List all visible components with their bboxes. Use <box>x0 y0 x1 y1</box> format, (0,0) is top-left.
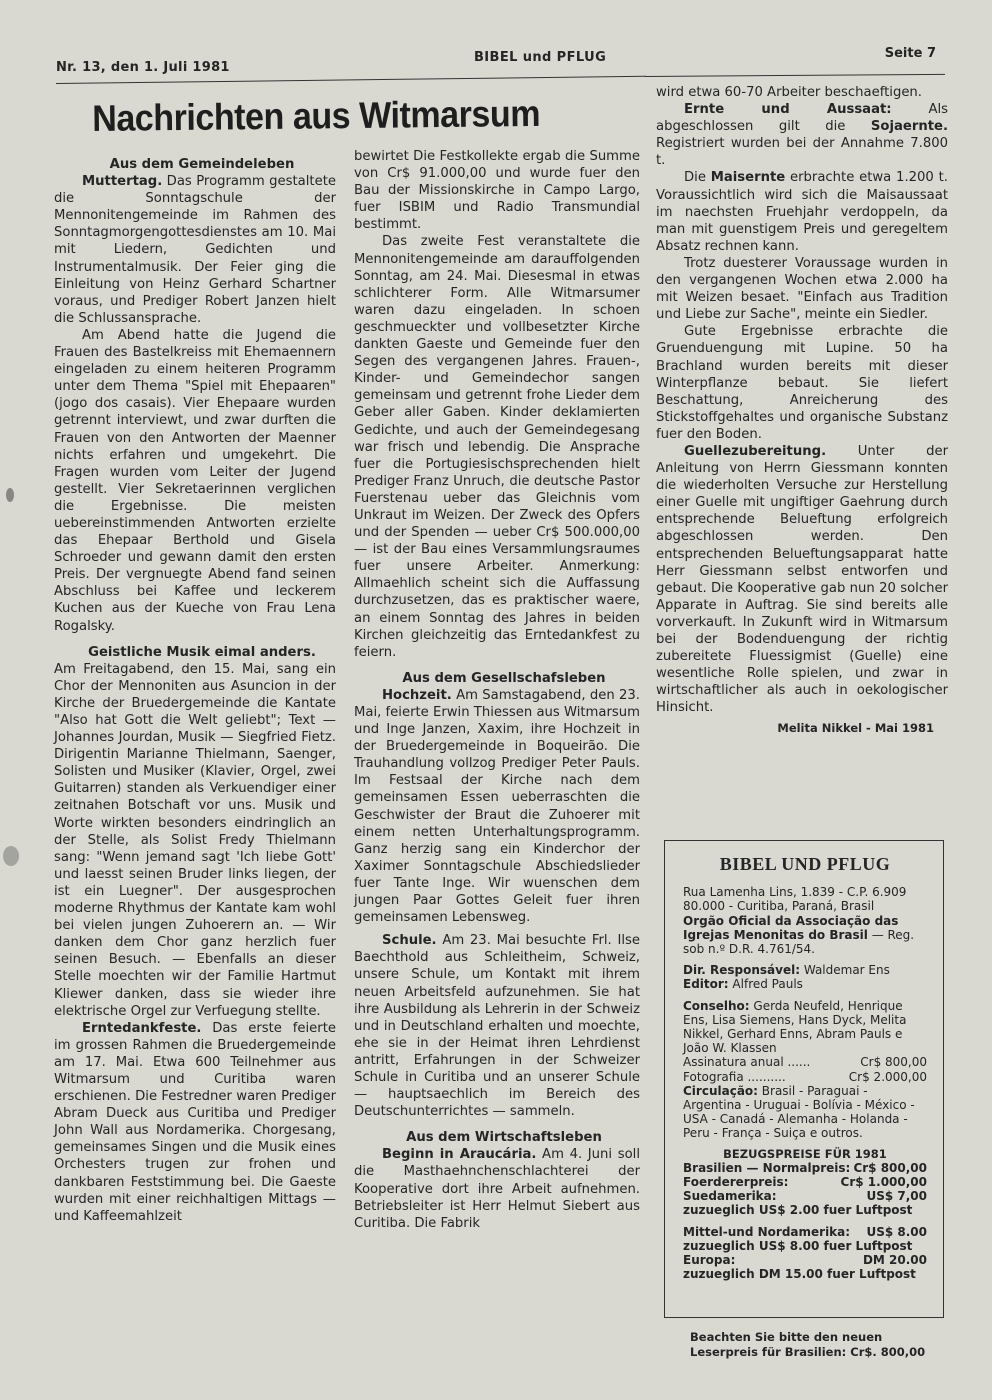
article-schule: Schule. Am 23. Mai besuchte Frl. Ilse Baechthold aus Schleitheim, Schweiz, unsere Schule, um Kontakt mit ihrem neuen Arbeitsfeld aufzunehmen. Sie hat ihre Ausbildung als Lehrerin in der Schweiz und in Deutschland erhalten und moechte, ehe sie in der Heimat ihren Lehrdienst antritt, Erfahrungen in der Schweizer Schule in Curitiba und an unserer Schule — hauptsaechlich im Bereich des Deutschunterrichtes — sammeln. <box>354 933 640 1120</box>
article-paragraph: bewirtet Die Festkollekte ergab die Summe von Cr$ 91.000,00 und wurde fuer den Bau der Missionskirche in Campo Largo, fuer ISBIM und Radio Transmundial bestimmt. <box>354 149 640 233</box>
airmail-note: zuzueglich US$ 2.00 fuer Luftpost <box>683 1203 913 1218</box>
price-notice: Beachten Sie bitte den neuen Leserpreis für Brasilien: Cr$. 800,00 <box>690 1330 926 1359</box>
article-mais: Die Maisernte erbrachte etwa 1.200 t. Voraussichtlich wird sich die Maisaussaat im naechsten Fruehjahr verdoppeln, da man mit guenstigem Preis und geregeltem Absatz rechnen kann. <box>656 170 948 254</box>
director: Dir. Responsável: Waldemar Ens <box>683 963 890 978</box>
airmail-note: zuzueglich DM 15.00 fuer Luftpost <box>683 1267 916 1282</box>
page-header <box>56 46 944 86</box>
masthead-box <box>664 840 944 1318</box>
article-paragraph: Am Abend hatte die Jugend die Frauen des Bastelkreiss mit Ehemaennern eingeladen zu einem heiteren Programm unter dem Thema "Spiel mit Ehepaaren" (jogo dos casais). Vier Ehepaare wurden getrennt interviewt, und zwar durften die Frauen von den Antworten der Maenner nichts erfahren und umgekehrt. Die Fragen wurden vom Leiter der Jugend gestellt. Vier Sekretaerinnen verglichen die Ergebnisse. Die meisten uebereinstimmenden Antworten erzielte das Ehepaar Berthold und Gisela Schroeder und gewann damit den ersten Preis. Der vergnuegte Abend fand seinen Abschluss bei Kaffee und leckerem Kuchen aus der Kueche von Frau Lena Rogalsky. <box>54 327 336 634</box>
address-line: 80.000 - Curitiba, Paraná, Brasil <box>683 899 875 914</box>
article-paragraph: Trotz duesterer Voraussage wurden in den vergangenen Wochen etwa 2.000 ha mit Weizen besaet. "Einfach aus Tradition und Liebe zur Sache", meinte ein Siedler. <box>656 255 948 323</box>
issue-date: Nr. 13, den 1. Juli 1981 <box>56 60 230 75</box>
airmail-note: zuzueglich US$ 8.00 fuer Luftpost <box>683 1238 913 1253</box>
price-europa: Europa: DM 20.00 <box>683 1253 927 1268</box>
page-number: Seite 7 <box>884 46 936 61</box>
circulation: Circulação: Brasil - Paraguai - Argentina - Uruguai - Bolívia - México - USA - Canadá - Alemanha - Holanda - Peru - França - Suiça e outros. <box>683 1083 915 1141</box>
section-heading: Aus dem Wirtschaftsleben <box>406 1130 602 1146</box>
article-erntedank: Erntedankfeste. Das erste feierte im grossen Rahmen die Bruedergemeinde am 17. Mai. Etwa 600 Teilnehmer aus Witmarsum und Curitiba waren erschienen. Die Festredner waren Prediger Abram Dueck aus Curitiba und Prediger John Wall aus Nordamerika. Chorgesang, gemeinsames Singen und die Musik eines Orchesters trugen zur frohen und dankbaren Feststimmung bei. Die Gaeste wurden mit einer reichhaltigen Mittags — und Kaffeemahlzeit <box>54 1020 336 1224</box>
article-hochzeit: Hochzeit. Am Samstagabend, den 23. Mai, feierte Erwin Thiessen aus Witmarsum und Inge Janzen, Xaxim, ihre Hochzeit in der Bruedergemeinde in Boqueirão. Die Trauhandlung vollzog Prediger Peter Pauls. Im Festsaal der Kirche nach dem gemeinsamen Essen ueberraschten die Geschwister der Braut die Zuhoerer mit einem netten Unterhaltungsprogramm. Ganz herzig sang ein Kinderchor der Xaximer Sonntagschule Abschiedslieder fuer Tante Inge. Wir wuenschen dem jungen Paar Gottes Geleit fuer ihren gemeinsamen Lebensweg. <box>354 687 640 926</box>
article-paragraph: Gute Ergebnisse erbrachte die Gruenduengung mit Lupine. 50 ha Brachland wurden bereits mit dieser Winterpflanze bebaut. Sie liefert Beschattung, Anreicherung des Stickstoffgehaltes und organische Substanz fuer den Boden. <box>656 324 948 442</box>
price-nordamerika: Mittel-und Nordamerika: US$ 8.00 <box>683 1224 927 1239</box>
photo-row: Fotografia .......... Cr$ 2.000,00 <box>683 1069 927 1084</box>
editor: Editor: Alfred Pauls <box>683 977 803 992</box>
article-paragraph: Am Freitagabend, den 15. Mai, sang ein Chor der Mennoniten aus Asuncion in der Kirche der Bruedergemeinde die Kantate "Also hat Gott die Welt geliebt"; Text — Johannes Jourdan, Musik — Siegfried Fietz. Dirigentin Marianne Thielmann, Saenger, Solisten und Musiker (Klavier, Orgel, zwei Guitarren) standen als Verkuendiger einer zeitnahen Botschaft vor uns. Musik und Worte wirkten besonders eindringlich an der Stelle, als Solist Fredy Thielmann sang: "Wenn jemand sagt 'Ich liebe Gott' und laesst seinen Bruder links liegen, der ist ein Luegner". Der ausgesprochen moderne Rhythmus der Kantate kam wohl bei vielen jungen Zuhoerern an. — Wir danken dem Chor ganz herzlich fuer seinen Besuch. — Ebenfalls an dieser Stelle moechten wir der Familie Hartmut Kliewer danken, dass sie wieder ihre elektrische Orgel zur Verfuegung stellte. <box>54 661 336 1019</box>
article-heading: Geistliche Musik eimal anders. <box>88 644 316 660</box>
official-organ: Orgão Oficial da Associação das Igrejas Menonitas do Brasil — Reg. sob n.º D.R. 4.761/54. <box>683 913 915 957</box>
page-title: Nachrichten aus Witmarsum <box>92 92 541 139</box>
section-heading: Aus dem Gemeindeleben <box>109 157 295 172</box>
masthead-title: BIBEL UND PFLUG <box>719 854 891 874</box>
article-paragraph: wird etwa 60-70 Arbeiter beschaeftigen. <box>656 85 922 100</box>
article-muttertag: Muttertag. Das Programm gestaltete die Sonntagschule der Mennonitengemeinde im Rahmen des Sonntagmorgengottesdienstes am 10. Mai mit Liedern, Gedichten und Instrumentalmusik. Der Feier ging die Einleitung von Heinz Gerhard Schartner voraus, und Prediger Robert Janzen hielt die Schlussansprache. <box>54 174 336 326</box>
price-foerderer: Foerdererpreis: Cr$ 1.000,00 <box>683 1175 927 1190</box>
price-suedamerika: Suedamerika: US$ 7,00 <box>683 1189 927 1204</box>
council: Conselho: Gerda Neufeld, Henrique Ens, Lisa Siemens, Hans Dyck, Melita Nikkel, Gerhard Enns, Abram Pauls e João W. Klassen <box>683 998 907 1056</box>
prices-heading: BEZUGSPREISE FÜR 1981 <box>723 1146 887 1161</box>
article-guelle: Guellezubereitung. Unter der Anleitung von Herrn Giessmann konnten die wiederholten Versuche zur Herstellung einer Guelle mit ungiftiger Gaehrung durch entsprechende Belueftung erfolgreich abgeschlossen werden. Den entsprechenden Belueftungsapparat hatte Herr Giessmann selbst entworfen und gebaut. Die Kooperative gab nun 20 solcher Apparate in Auftrag. Sie sind bereits alle vorverkauft. In Zukunft wird in Witmarsum bei der Bodenduengung der richtig zubereitete Fluessigmist (Guelle) eine wesentliche Rolle spielen, und zwar in wirtschaftlicher als auch in oekologischer Hinsicht. <box>656 443 948 716</box>
section-heading: Aus dem Gesellschafsleben <box>402 670 606 686</box>
subscription-row: Assinatura anual ...... Cr$ 800,00 <box>683 1055 927 1070</box>
punch-hole-mark <box>3 846 19 866</box>
article-beginn: Beginn in Araucária. Am 4. Juni soll die Masthaehnchenschlachterei der Kooperative dort ihre Arbeit aufnehmen. Betriebsleiter ist Herr Helmut Siebert aus Curitiba. Die Fabrik <box>354 1147 640 1231</box>
author-signature: Melita Nikkel - Mai 1981 <box>777 721 934 736</box>
article-ernte: Ernte und Aussaat: Als abgeschlossen gilt die Sojaernte. Registriert wurden bei der Annahme 7.800 t. <box>656 102 948 169</box>
punch-hole-mark <box>6 488 14 502</box>
column-2 <box>354 148 640 1232</box>
column-1 <box>54 156 336 1225</box>
article-paragraph: Das zweite Fest veranstaltete die Mennonitengemeinde am darauffolgenden Sonntag, am 24. Mai. Diesesmal in etwas schlichterer Form. Alle Witmarsumer waren dazu eingeladen. In schoen geschmueckter und vollbesetzter Kirche dankten Gaeste und Gemeinde fuer den Segen des vergangenen Jahres. Frauen-, Kinder- und Gemeindechor sangen gemeinsam und getrennt frohe Lieder dem Geber aller Gaben. Kinder deklamierten Gedichte, und auch der Gemeindegesang war frisch und lebendig. Die Ansprache fuer die Portugiesischsprechenden hielt Prediger Franz Unruch, die deutsche Pastor Fuerstenau ueber das Gleichnis vom Unkraut im Weizen. Der Zweck des Opfers und der Spenden — ueber Cr$ 500.000,00 — ist der Bau eines Versammlungsraumes fuer unsere Arbeiter. Anmerkung: Allmaehlich scheint sich die Auffassung durchzusetzen, das es praktischer waere, an einem Sonntag des Jahres in beiden Kirchen gleichzeitig das Erntedankfest zu feiern. <box>354 234 640 660</box>
column-3 <box>656 84 948 738</box>
address-line: Rua Lamenha Lins, 1.839 - C.P. 6.909 <box>683 885 907 900</box>
price-brasil: Brasilien — Normalpreis: Cr$ 800,00 <box>683 1160 927 1175</box>
paper-name: BIBEL und PFLUG <box>474 50 607 65</box>
